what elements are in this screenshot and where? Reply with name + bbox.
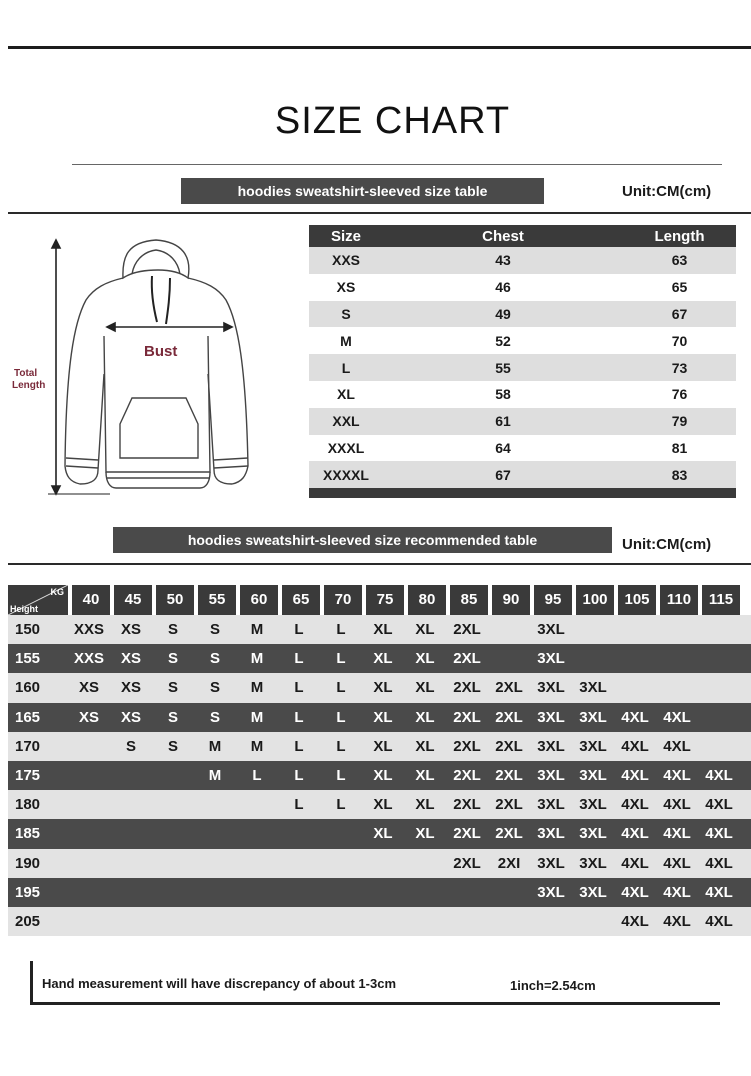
size-recommendation-cell: 4XL (663, 708, 691, 726)
size-recommendation-cell: L (336, 796, 346, 814)
size-recommendation-cell: S (167, 708, 178, 726)
size-recommendation-cell: 2XL (495, 796, 523, 814)
footer-rule (30, 1002, 720, 1005)
height-cell: 160 (15, 679, 41, 697)
size-recommendation-cell: M (250, 679, 264, 697)
size-recommendation-cell: 3XL (537, 650, 565, 668)
size-recommendation-cell: XS (120, 650, 141, 668)
weight-header-cell: 105 (618, 585, 656, 615)
size-recommendation-cell: S (167, 679, 178, 697)
length-cell: 63 (671, 252, 688, 269)
size-recommendation-cell: M (208, 767, 222, 785)
size-table-header (309, 225, 736, 247)
size-recommendation-cell: S (167, 737, 178, 755)
size-recommendation-cell: XL (415, 767, 435, 785)
size-recommendation-cell: 2XL (495, 825, 523, 843)
size-recommendation-cell: 2XL (453, 737, 481, 755)
size-recommendation-cell: XL (373, 708, 393, 726)
recommend-table-row (8, 907, 751, 936)
weight-header-cells (68, 585, 740, 615)
size-recommendation-cell: 2XL (453, 767, 481, 785)
recommend-table-row (8, 878, 751, 907)
size-recommendation-cell: 2XL (453, 650, 481, 668)
length-cell: 83 (671, 466, 688, 483)
size-recommendation-cell: M (250, 621, 264, 639)
size-recommendation-cell: 3XL (579, 854, 607, 872)
weight-header-cell: 70 (324, 585, 362, 615)
recommend-table-row (8, 761, 751, 790)
length-cell: 79 (671, 413, 688, 430)
size-recommendation-cell: 2XL (453, 854, 481, 872)
size-recommendation-cell: 3XL (537, 767, 565, 785)
size-recommendation-cell: 2XL (495, 708, 523, 726)
weight-header-cell: 45 (114, 585, 152, 615)
size-recommendation-cell: 2XL (495, 679, 523, 697)
size-recommendation-cell: XS (78, 679, 99, 697)
size-recommendation-cell: XS (120, 621, 141, 639)
size-table (309, 225, 736, 498)
measurement-note: Hand measurement will have discrepancy of about 1-3cm (42, 976, 397, 991)
header-chest: Chest (482, 227, 524, 245)
size-recommendation-cell: 3XL (537, 621, 565, 639)
chest-cell: 46 (495, 279, 511, 296)
size-table-row (309, 381, 736, 408)
size-recommendation-cell: S (167, 650, 178, 668)
size-recommendation-cell: L (336, 767, 346, 785)
size-table-row (309, 461, 736, 488)
size-recommendation-cell: XL (373, 650, 393, 668)
height-cell: 185 (15, 825, 41, 843)
size-recommendation-cell: XXS (73, 621, 104, 639)
section-rule (8, 212, 751, 214)
size-cell: S (341, 305, 351, 322)
size-recommendation-cell: XL (373, 825, 393, 843)
weight-header-cell: 75 (366, 585, 404, 615)
size-recommendation-cell: XL (415, 679, 435, 697)
size-recommendation-cell: S (209, 708, 220, 726)
size-recommendation-cell: L (294, 650, 304, 668)
size-recommendation-cell: 4XL (621, 796, 649, 814)
top-rule (8, 46, 751, 49)
size-recommendation-cell: 4XL (705, 767, 733, 785)
size-recommendation-cell: XS (78, 708, 99, 726)
size-recommendation-cell: L (294, 796, 304, 814)
size-recommendation-cell: S (209, 650, 220, 668)
recommend-table-row (8, 703, 751, 732)
weight-header-cell: 90 (492, 585, 530, 615)
recommend-table-body (8, 615, 751, 936)
size-recommendation-cell: 3XL (579, 679, 607, 697)
length-cell: 70 (671, 332, 688, 349)
weight-header-cell: 65 (282, 585, 320, 615)
chest-cell: 58 (495, 386, 511, 403)
size-table-row (309, 301, 736, 328)
size-recommendation-cell: XL (415, 708, 435, 726)
height-cell: 165 (15, 708, 41, 726)
length-cell: 76 (671, 386, 688, 403)
size-recommendation-cell: 2XL (453, 679, 481, 697)
size-recommendation-cell: XL (373, 679, 393, 697)
height-cell: 205 (15, 912, 41, 930)
size-recommendation-cell: XL (415, 737, 435, 755)
size-table-footer-bar (309, 488, 736, 498)
size-recommendation-cell: 4XL (663, 737, 691, 755)
size-cell: M (340, 332, 352, 349)
size-recommendation-cell: XL (415, 650, 435, 668)
size-recommendation-cell: S (167, 621, 178, 639)
size-recommendation-cell: S (125, 737, 136, 755)
weight-header-cell: 60 (240, 585, 278, 615)
size-recommendation-cell: XS (120, 708, 141, 726)
size-recommendation-cell: XL (373, 621, 393, 639)
weight-header-cell: 85 (450, 585, 488, 615)
size-recommendation-cell: 2XL (453, 621, 481, 639)
size-recommendation-cell: L (252, 767, 262, 785)
size-recommendation-cell: 3XL (579, 825, 607, 843)
size-recommendation-cell: S (209, 621, 220, 639)
size-recommendation-cell: 2XI (497, 854, 521, 872)
size-recommendation-cell: L (336, 621, 346, 639)
size-recommendation-cell: 4XL (705, 912, 733, 930)
size-recommendation-cell: 2XL (453, 825, 481, 843)
size-recommendation-cell: 4XL (663, 825, 691, 843)
chest-cell: 55 (495, 359, 511, 376)
chest-cell: 49 (495, 305, 511, 322)
size-recommendation-cell: 4XL (663, 854, 691, 872)
size-table-row (309, 408, 736, 435)
recommend-table-row (8, 819, 751, 848)
size-recommendation-cell: 3XL (579, 737, 607, 755)
height-cell: 180 (15, 796, 41, 814)
size-recommendation-cell: 3XL (579, 767, 607, 785)
size-recommendation-cell: 4XL (705, 825, 733, 843)
footer-bracket-bar (30, 961, 33, 1005)
size-recommendation-cell: 3XL (537, 708, 565, 726)
height-cell: 170 (15, 737, 41, 755)
size-recommendation-cell: 4XL (663, 883, 691, 901)
size-cell: XXL (332, 413, 360, 430)
size-cell: XS (336, 279, 356, 296)
header-length: Length (654, 227, 705, 245)
size-recommendation-cell: 3XL (579, 796, 607, 814)
weight-header-cell: 55 (198, 585, 236, 615)
size-recommendation-cell: 3XL (537, 825, 565, 843)
size-table-body (309, 247, 736, 488)
size-recommendation-cell: 4XL (621, 912, 649, 930)
weight-header-cell: 100 (576, 585, 614, 615)
recommend-table-row (8, 644, 751, 673)
size-recommendation-cell: 3XL (537, 737, 565, 755)
size-recommendation-cell: 3XL (579, 708, 607, 726)
size-recommendation-cell: 2XL (453, 796, 481, 814)
recommend-table-unit: Unit:CM(cm) (622, 536, 712, 553)
recommend-table-header (8, 585, 751, 615)
size-recommendation-cell: 3XL (537, 854, 565, 872)
size-cell: XXXL (327, 439, 365, 456)
title-underline (72, 164, 722, 165)
size-table-unit: Unit:CM(cm) (622, 183, 712, 200)
height-cell: 175 (15, 767, 41, 785)
size-recommendation-cell: 4XL (705, 796, 733, 814)
length-cell: 73 (671, 359, 688, 376)
length-cell: 67 (671, 305, 688, 322)
height-cell: 190 (15, 854, 41, 872)
height-cell: 195 (15, 883, 41, 901)
header-size: Size (330, 227, 361, 245)
recommend-table-row (8, 849, 751, 878)
size-recommendation-cell: 3XL (579, 883, 607, 901)
size-recommendation-cell: L (294, 708, 304, 726)
size-recommendation-cell: XL (373, 767, 393, 785)
size-cell: L (341, 359, 351, 376)
size-recommendation-cell: L (336, 708, 346, 726)
total-length-label-1: Total (14, 368, 38, 379)
size-recommendation-cell: L (336, 650, 346, 668)
weight-header-cell: 115 (702, 585, 740, 615)
size-table-row (309, 435, 736, 462)
corner-height-label: Height (10, 604, 38, 614)
recommend-table-row (8, 732, 751, 761)
size-recommendation-cell: 2XL (495, 737, 523, 755)
page-title: SIZE CHART (274, 100, 511, 142)
size-recommendation-cell: XS (120, 679, 141, 697)
size-recommendation-cell: 3XL (537, 883, 565, 901)
size-recommendation-cell: L (294, 679, 304, 697)
size-recommendation-cell: XL (415, 796, 435, 814)
size-recommendation-cell: S (209, 679, 220, 697)
size-recommendation-cell: L (336, 737, 346, 755)
size-recommendation-cell: XL (415, 825, 435, 843)
recommend-table-row (8, 615, 751, 644)
weight-header-cell: 80 (408, 585, 446, 615)
corner-cell (8, 585, 68, 615)
recommend-table-banner: hoodies sweatshirt-sleeved size recommended table (113, 527, 612, 553)
size-recommendation-cell: 3XL (537, 679, 565, 697)
size-recommendation-cell: M (208, 737, 222, 755)
height-cell: 155 (15, 650, 41, 668)
size-recommendation-cell: 2XL (453, 708, 481, 726)
size-recommendation-cell: L (336, 679, 346, 697)
chest-cell: 64 (495, 439, 511, 456)
total-length-label-2: Length (12, 380, 46, 391)
size-table-row (309, 327, 736, 354)
size-recommendation-cell: L (294, 737, 304, 755)
chest-cell: 52 (495, 332, 511, 349)
size-recommendation-cell: XXS (73, 650, 104, 668)
size-recommendation-cell: 4XL (621, 825, 649, 843)
size-recommendation-cell: M (250, 708, 264, 726)
inch-conversion-note: 1inch=2.54cm (510, 978, 596, 993)
size-recommendation-cell: 4XL (663, 912, 691, 930)
size-cell: XL (337, 386, 355, 403)
size-table-row (309, 354, 736, 381)
size-table-banner: hoodies sweatshirt-sleeved size table (181, 178, 544, 204)
size-recommendation-cell: 4XL (621, 737, 649, 755)
size-recommendation-cell: L (294, 621, 304, 639)
height-cell: 150 (15, 621, 41, 639)
size-recommendation-cell: M (250, 737, 264, 755)
size-recommendation-cell: XL (373, 796, 393, 814)
size-table-row (309, 274, 736, 301)
size-recommendation-cell: 4XL (663, 796, 691, 814)
chest-cell: 67 (495, 466, 511, 483)
size-recommendation-cell: 2XL (495, 767, 523, 785)
section-rule-2 (8, 563, 751, 565)
size-recommendation-cell: L (294, 767, 304, 785)
size-recommendation-cell: XL (415, 621, 435, 639)
weight-header-cell: 50 (156, 585, 194, 615)
size-table-row (309, 247, 736, 274)
corner-kg-label: KG (50, 587, 64, 597)
bust-label: Bust (144, 343, 178, 360)
weight-header-cell: 40 (72, 585, 110, 615)
recommend-table-row (8, 790, 751, 819)
recommend-table (8, 585, 751, 936)
size-recommendation-cell: 4XL (621, 883, 649, 901)
weight-header-cell: 110 (660, 585, 698, 615)
weight-header-cell: 95 (534, 585, 572, 615)
size-recommendation-cell: 4XL (705, 854, 733, 872)
length-cell: 65 (671, 279, 688, 296)
size-recommendation-cell: XL (373, 737, 393, 755)
size-recommendation-cell: 4XL (621, 854, 649, 872)
size-recommendation-cell: 4XL (621, 767, 649, 785)
size-recommendation-cell: 4XL (663, 767, 691, 785)
size-recommendation-cell: M (250, 650, 264, 668)
size-cell: XXXXL (323, 466, 369, 483)
size-recommendation-cell: 4XL (705, 883, 733, 901)
length-cell: 81 (671, 439, 688, 456)
chest-cell: 43 (495, 252, 511, 269)
recommend-table-row (8, 673, 751, 702)
hoodie-diagram (10, 226, 300, 501)
size-cell: XXS (331, 252, 360, 269)
size-recommendation-cell: 3XL (537, 796, 565, 814)
chest-cell: 61 (495, 413, 511, 430)
size-recommendation-cell: 4XL (621, 708, 649, 726)
